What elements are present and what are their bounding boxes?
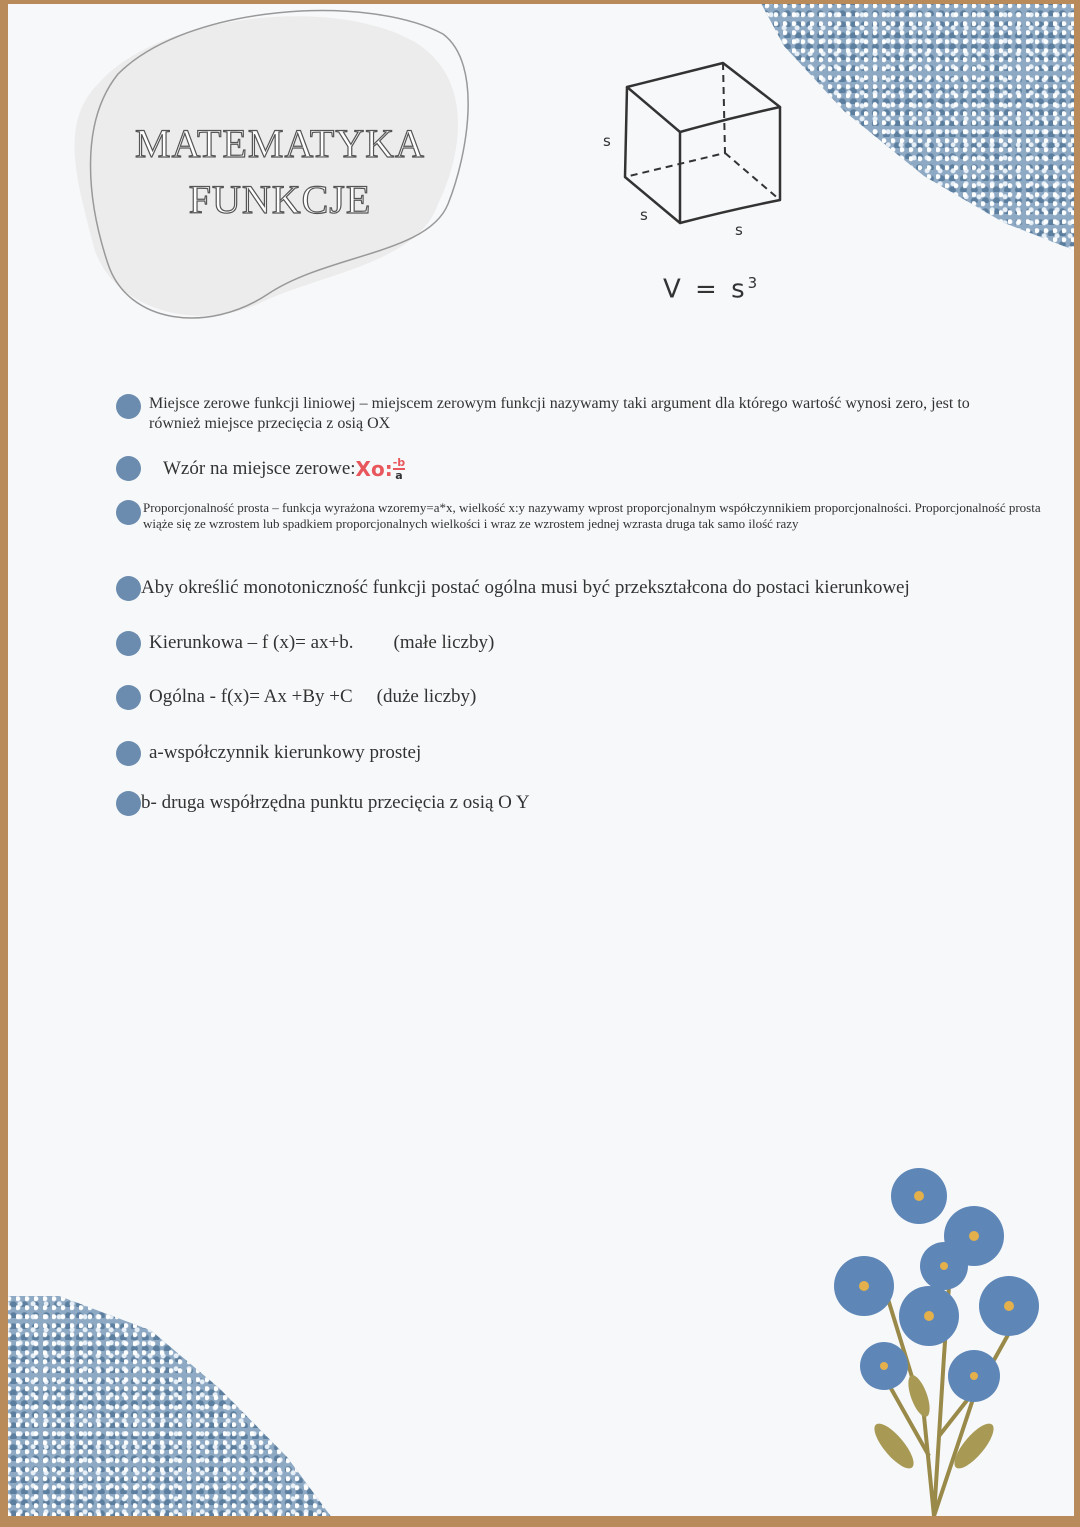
item-text: Wzór na miejsce zerowe:: [163, 457, 356, 479]
list-item: [116, 741, 421, 766]
item-text: Ogólna - f(x)= Ax +By +C: [149, 686, 353, 707]
list-item: [116, 576, 1074, 601]
item-text: b- druga współrzędna punktu przecięcia z osią O Y: [141, 792, 530, 813]
list-item: [116, 456, 405, 481]
title-line-2: FUNKCJE: [188, 177, 372, 222]
item-text: Proporcjonalność prosta – funkcja wyrażona wzoremy=a*x, wielkość x:y nazywamy wprost proporcjonalnym współczynnikiem proporcjonalności. Proporcjonalność prosta wiąże się ze wzrostem lub spadkiem proporcjonalnych wielkości i wraz ze wzrostem jednej wzrasta druga tak samo ilość razy: [143, 500, 1041, 532]
flower-bouquet-illustration: [824, 1156, 1064, 1516]
item-text: Kierunkowa – f (x)= ax+b.: [149, 632, 354, 653]
item-note: (małe liczby): [393, 632, 495, 653]
bullet-icon: [116, 631, 141, 656]
item-text: a-współczynnik kierunkowy prostej: [149, 742, 422, 763]
formula-lhs: V = s: [663, 274, 748, 305]
item-text: Aby określić monotoniczność funkcji postać ogólna musi być przekształcona do postaci kierunkowej: [141, 577, 910, 598]
edge-label-width: s: [735, 221, 743, 239]
bullet-icon: [116, 791, 141, 816]
item-note: (duże liczby): [376, 686, 477, 707]
bullet-icon: [116, 741, 141, 766]
edge-label-depth: s: [640, 206, 648, 224]
notes-page: [8, 4, 1074, 1516]
cube-drawing: [8, 4, 1066, 320]
bullet-icon: [116, 685, 141, 710]
fraction: [393, 457, 405, 481]
fraction-denominator: a: [395, 468, 403, 482]
list-item: [116, 500, 1071, 533]
bullet-icon: [116, 500, 141, 525]
edge-label-height: s: [603, 132, 611, 150]
list-item: [116, 685, 476, 710]
title-line-1: MATEMATYKA: [135, 121, 425, 166]
bullet-icon: [116, 576, 141, 601]
glitter-decoration-bottom: [8, 1296, 338, 1516]
fraction-numerator: -b: [392, 455, 406, 469]
list-item: [116, 631, 494, 656]
bullet-icon: [116, 456, 141, 481]
item-text: Miejsce zerowe funkcji liniowej – miejscem zerowym funkcji nazywamy taki argument dla którego wartość wynosi zero, jest to również miejsce przecięcia z osią OX: [149, 395, 970, 432]
volume-formula: [663, 274, 760, 305]
list-item: [116, 394, 1016, 434]
formula-exponent: 3: [747, 274, 761, 292]
bullet-icon: [116, 394, 141, 419]
list-item: [116, 791, 530, 816]
zero-formula: Xo:: [355, 456, 393, 481]
